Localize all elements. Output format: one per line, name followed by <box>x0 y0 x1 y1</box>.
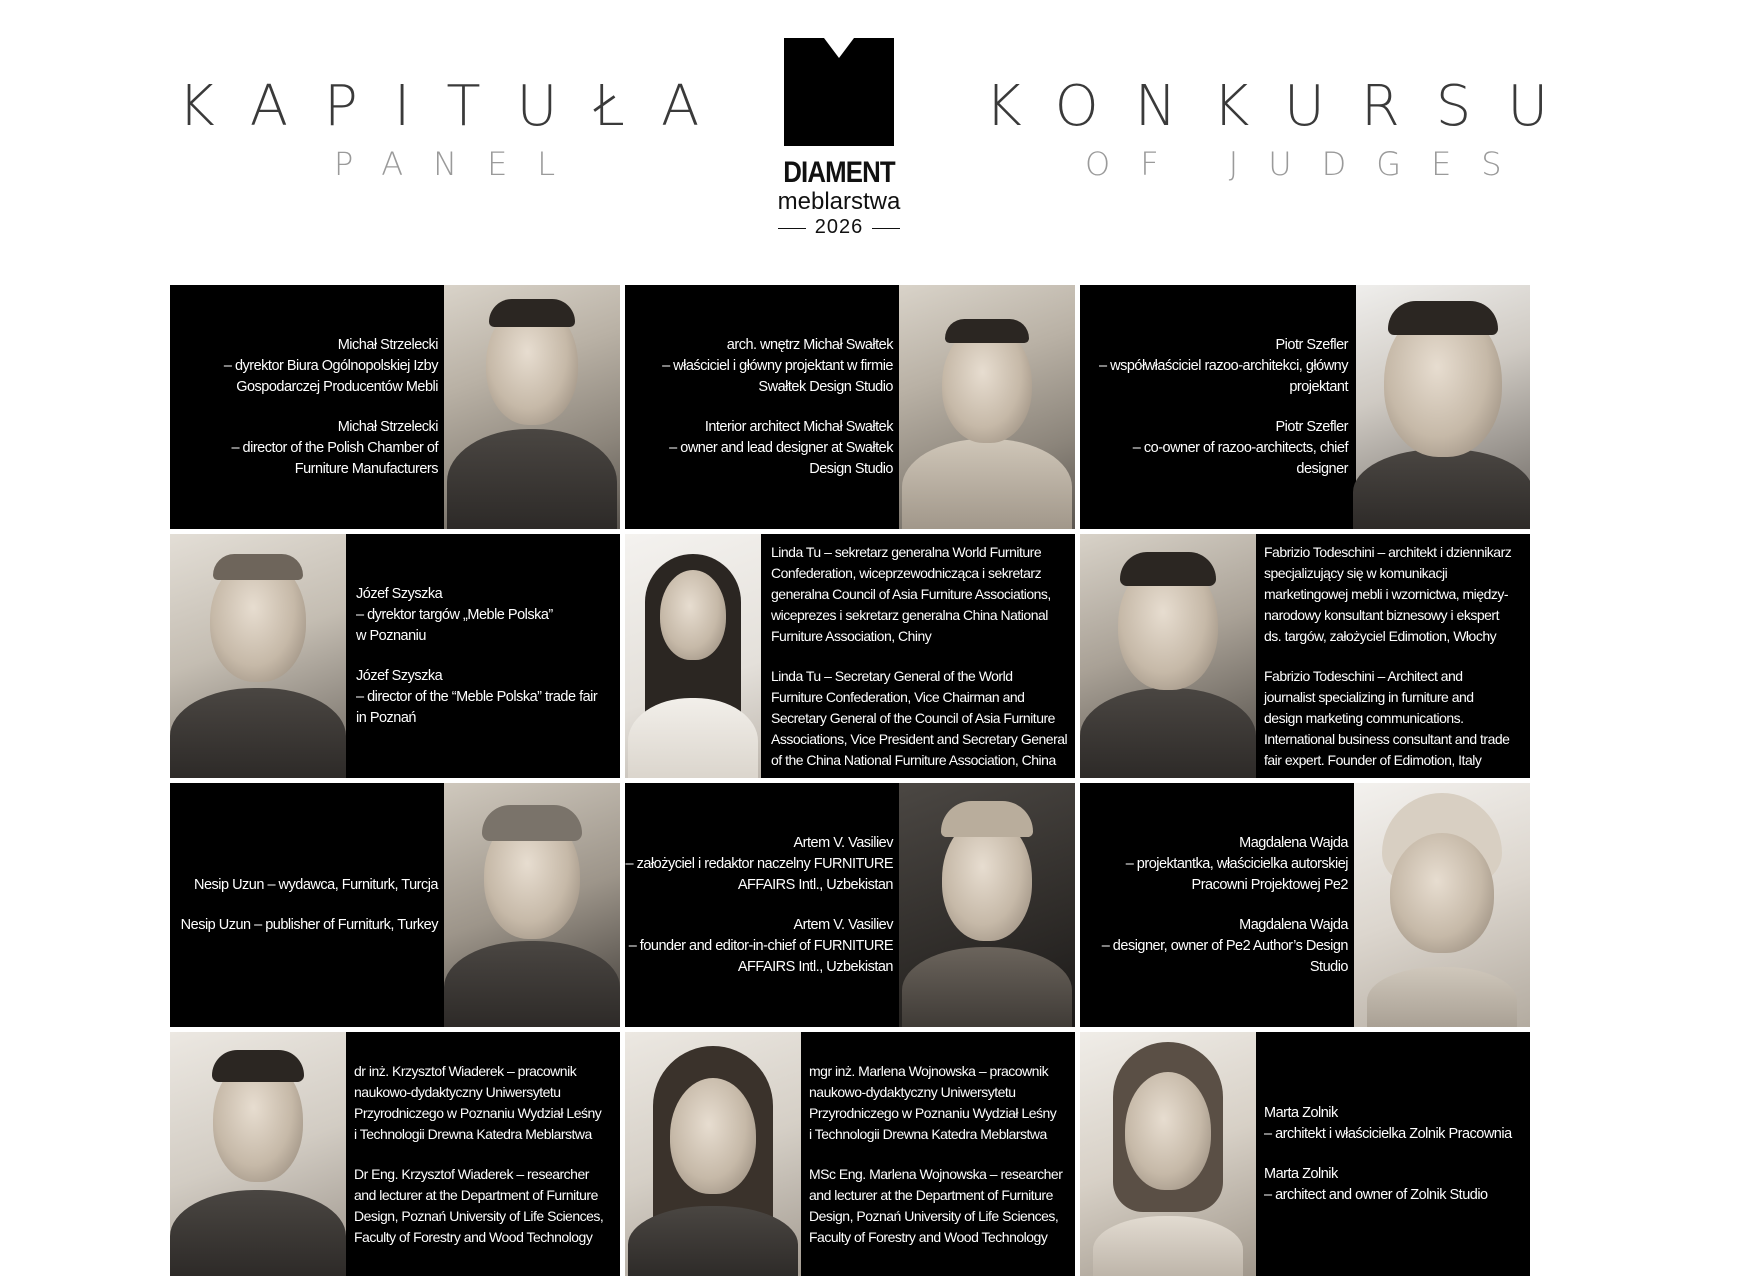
judge-text-pl: Michał Strzelecki – dyrektor Biura Ogólnopolskiej Izby Gospodarczej Producentów Mebli <box>223 336 438 395</box>
judge-photo <box>444 285 620 529</box>
judge-card-strzelecki <box>170 285 620 529</box>
judge-text <box>809 1032 1073 1276</box>
judge-card-vasiliev <box>625 783 1075 1027</box>
logo-line-right <box>872 228 900 229</box>
judges-grid <box>170 285 1530 1275</box>
judge-text-pl: mgr inż. Marlena Wojnowska – pracownik naukowo-dydaktyczny Uniwersytetu Przyrodniczego w Poznaniu Wydział Leśny i Technologii Drewna Katedra Meblarstwa <box>809 1062 1057 1142</box>
judge-text <box>1080 783 1348 1027</box>
judge-text-en: Michał Strzelecki – director of the Polish Chamber of Furniture Manufacturers <box>231 418 438 477</box>
title-kapitula: KAPITUŁA <box>178 74 736 139</box>
judge-photo <box>625 534 761 778</box>
judge-text <box>356 534 616 778</box>
judge-text-en: Magdalena Wajda – designer, owner of Pe2 Author’s Design Studio <box>1101 916 1348 975</box>
judge-photo <box>1354 783 1530 1027</box>
judge-text-pl: Józef Szyszka – dyrektor targów „Meble Polska” w Poznaniu <box>356 585 553 644</box>
judge-text-pl: Magdalena Wajda – projektantka, właścicielka autorskiej Pracowni Projektowej Pe2 <box>1125 834 1348 893</box>
logo-name: DIAMENT <box>783 156 895 189</box>
judge-text-en: Interior architect Michał Swałtek – owner and lead designer at Swałtek Design Studio <box>669 418 893 477</box>
judge-text-en: Marta Zolnik – architect and owner of Zolnik Studio <box>1264 1165 1488 1203</box>
diament-logo <box>760 38 910 248</box>
judge-text <box>170 285 438 529</box>
title-konkursu: KONKURSU <box>985 74 1585 139</box>
judge-text-pl: Marta Zolnik – architekt i właścicielka Zolnik Pracownia <box>1264 1104 1512 1142</box>
judge-photo <box>1080 1032 1256 1276</box>
judge-card-todeschini <box>1080 534 1530 778</box>
judge-photo <box>899 783 1075 1027</box>
judge-text-pl: arch. wnętrz Michał Swałtek – właściciel i główny projektant w firmie Swałtek Design Studio <box>662 336 893 395</box>
judge-card-szefler <box>1080 285 1530 529</box>
judge-card-uzun <box>170 783 620 1027</box>
judge-photo <box>625 1032 801 1276</box>
judge-text-en: Józef Szyszka – director of the “Meble Polska” trade fair in Poznań <box>356 667 598 726</box>
judge-text <box>1080 285 1348 529</box>
logo-subname: meblarstwa <box>777 188 901 215</box>
judge-text <box>771 534 1073 778</box>
judge-text-pl: Artem V. Vasiliev – założyciel i redaktor naczelny FURNITURE AFFAIRS Intl., Uzbekistan <box>625 834 893 893</box>
judge-photo <box>170 1032 346 1276</box>
judge-card-wajda <box>1080 783 1530 1027</box>
judge-text-en: MSc Eng. Marlena Wojnowska – researcher and lecturer at the Department of Furniture Design, Poznań University of Life Sciences, Faculty of Forestry and Wood Technology <box>809 1165 1063 1245</box>
subtitle-panel: PANEL <box>334 145 586 183</box>
judge-text <box>625 783 893 1027</box>
judge-text-pl: Linda Tu – sekretarz generalna World Furniture Confederation, wiceprzewodnicząca i sekretarz generalna Council of Asia Furniture Associations, wiceprezes i sekretarz generalna China National Furniture Association, Chiny <box>771 543 1051 644</box>
judge-card-wojnowska <box>625 1032 1075 1276</box>
judge-text <box>170 783 438 1027</box>
judge-text <box>1264 534 1528 778</box>
judge-photo <box>444 783 620 1027</box>
judge-text-en: Linda Tu – Secretary General of the World Furniture Confederation, Vice Chairman and Secretary General of the Council of Asia Furniture Associations, Vice President and Secretary General of the China National Furniture Association, China <box>771 667 1068 768</box>
judge-photo <box>1356 285 1530 529</box>
judge-photo <box>170 534 346 778</box>
subtitle-of-judges: OF JUDGES <box>1085 145 1532 183</box>
judge-card-swaltek <box>625 285 1075 529</box>
judge-text-en: Artem V. Vasiliev – founder and editor-in-chief of FURNITURE AFFAIRS Intl., Uzbekistan <box>628 916 893 975</box>
judge-text-en: Nesip Uzun – publisher of Furniturk, Turkey <box>180 916 438 933</box>
logo-year: 2026 <box>814 216 864 238</box>
judge-text <box>625 285 893 529</box>
judge-text-en: Fabrizio Todeschini – Architect and journalist specializing in furniture and design marketing communications. International business consultant and trade fair expert. Founder of Edimotion, Italy <box>1264 667 1510 768</box>
judge-card-zolnik <box>1080 1032 1530 1276</box>
judge-text-pl: dr inż. Krzysztof Wiaderek – pracownik naukowo-dydaktyczny Uniwersytetu Przyrodniczego w Poznaniu Wydział Leśny i Technologii Drewna Katedra Meblarstwa <box>354 1062 602 1142</box>
judge-text <box>354 1032 618 1276</box>
judge-text-pl: Fabrizio Todeschini – architekt i dziennikarz specjalizujący się w komunikacji marketingowej mebli i wzornictwa, między- narodowy konsultant biznesowy i ekspert ds. targów, założyciel Edimotion, Włochy <box>1264 543 1512 644</box>
judge-text-en: Piotr Szefler – co-owner of razoo-architects, chief designer <box>1132 418 1348 477</box>
judge-text-pl: Nesip Uzun – wydawca, Furniturk, Turcja <box>193 876 438 893</box>
judge-text <box>1264 1032 1528 1276</box>
judge-card-wiaderek <box>170 1032 620 1276</box>
judge-text-en: Dr Eng. Krzysztof Wiaderek – researcher and lecturer at the Department of Furniture Design, Poznań University of Life Sciences, Faculty of Forestry and Wood Technology <box>354 1165 604 1245</box>
judge-photo <box>899 285 1075 529</box>
judge-text-pl: Piotr Szefler – współwłaściciel razoo-architekci, główny projektant <box>1099 336 1348 395</box>
judge-photo <box>1080 534 1256 778</box>
logo-notch-icon <box>824 38 854 68</box>
judge-card-tu <box>625 534 1075 778</box>
judge-card-szyszka <box>170 534 620 778</box>
